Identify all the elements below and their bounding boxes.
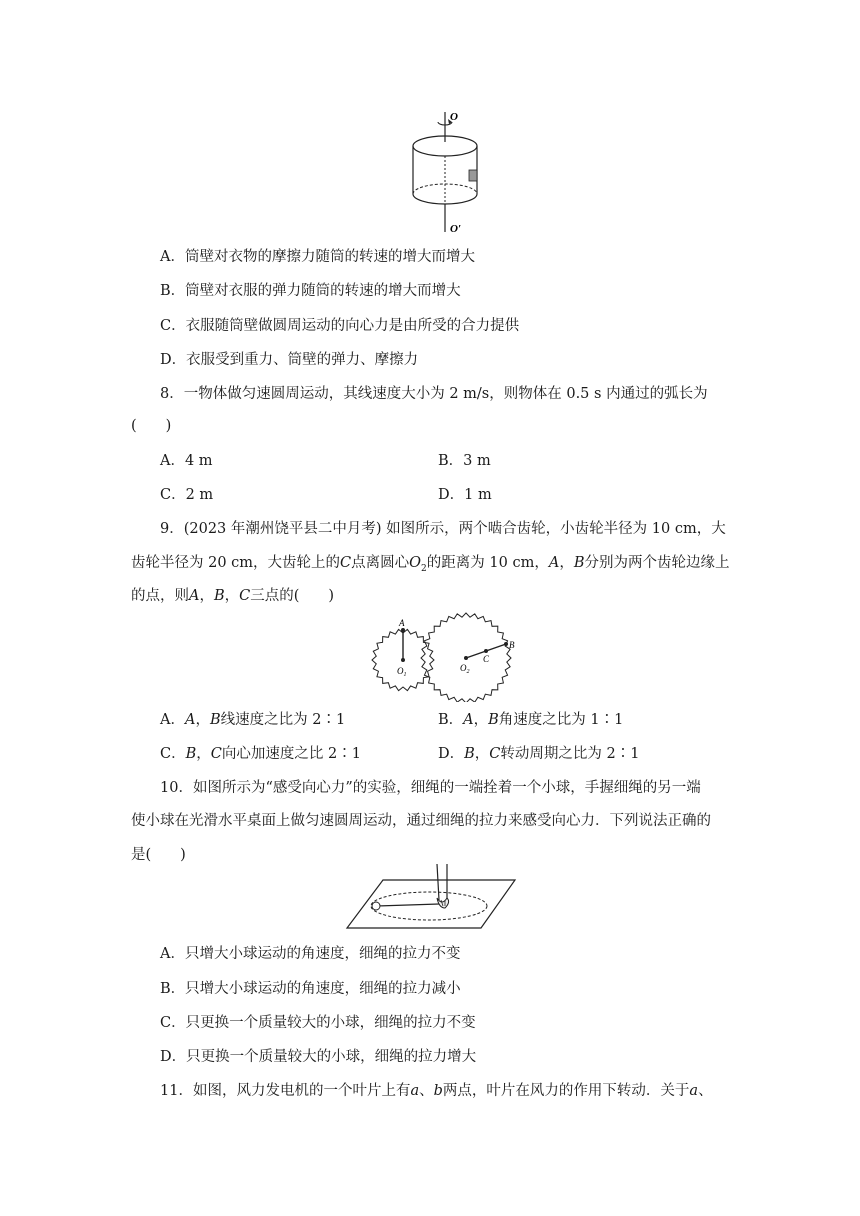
q11-text: 、 bbox=[419, 1083, 434, 1099]
q9-opt-var: A bbox=[184, 712, 196, 728]
q11-text: 11．如图，风力发电机的一个叶片上有 bbox=[160, 1083, 411, 1099]
q11-stem-line1 bbox=[160, 1081, 713, 1101]
cylinder-figure bbox=[400, 108, 500, 238]
q9-option-b bbox=[438, 710, 623, 730]
q10-option-a: A．只增大小球运动的角速度，细绳的拉力不变 bbox=[160, 946, 461, 962]
q9-opt-var: B bbox=[464, 746, 475, 762]
q9-sub: 2 bbox=[421, 563, 427, 574]
point-o1-label bbox=[397, 666, 407, 678]
q7-option-c: C．衣服随筒壁做圆周运动的向心力是由所受的合力提供 bbox=[160, 318, 520, 334]
q9-opt-text: A． bbox=[160, 712, 185, 728]
q11-text: 、 bbox=[698, 1083, 713, 1099]
q9-opt-var: B bbox=[185, 746, 197, 762]
q8-option-b: B．3 m bbox=[438, 453, 491, 469]
q9-opt-var: C bbox=[489, 746, 501, 762]
q9-var: O bbox=[409, 555, 422, 571]
point-o2-label bbox=[460, 663, 470, 675]
gears-figure bbox=[368, 610, 528, 702]
q7-option-d: D．衣服受到重力、筒壁的弹力、摩擦力 bbox=[160, 352, 419, 368]
q9-text: 的距离为 10 cm， bbox=[426, 555, 549, 571]
q10-stem-line3: 是( ) bbox=[131, 847, 186, 863]
q9-var: A bbox=[548, 555, 560, 571]
q7-option-b: B．筒壁对衣服的弹力随筒的转速的增大而增大 bbox=[160, 283, 461, 299]
q9-text: 三点的( ) bbox=[250, 588, 335, 604]
q9-var: C bbox=[239, 588, 251, 604]
q10-option-b: B．只增大小球运动的角速度，细绳的拉力减小 bbox=[160, 981, 461, 997]
q9-text: ， bbox=[224, 588, 240, 604]
q9-text: 分别为两个齿轮边缘上 bbox=[584, 555, 730, 571]
axis-label-bottom: O′ bbox=[450, 223, 462, 235]
o2-sub: 2 bbox=[466, 669, 470, 675]
q9-text: ， bbox=[559, 555, 574, 571]
q9-text: ， bbox=[199, 588, 214, 604]
q9-option-a bbox=[160, 710, 345, 730]
q9-opt-var: B bbox=[488, 712, 499, 728]
q9-opt-var: B bbox=[209, 712, 221, 728]
q8-option-a: A．4 m bbox=[160, 453, 213, 469]
q9-opt-text: ， bbox=[196, 746, 211, 762]
q8-option-d: D．1 m bbox=[438, 487, 492, 503]
q11-var: b bbox=[433, 1083, 443, 1099]
q9-option-c bbox=[160, 744, 361, 764]
q9-stem-line1: 9．(2023 年潮州饶平县二中月考) 如图所示，两个啮合齿轮，小齿轮半径为 10 cm，大 bbox=[160, 521, 726, 537]
q8-option-c: C．2 m bbox=[160, 487, 214, 503]
q11-var: a bbox=[410, 1083, 420, 1099]
q9-var: B bbox=[213, 588, 225, 604]
q9-text: 点离圆心 bbox=[351, 555, 410, 571]
q9-opt-text: C． bbox=[160, 746, 186, 762]
table-ball-figure bbox=[343, 862, 519, 934]
o2-letter: O bbox=[460, 663, 467, 673]
q9-opt-text: 线速度之比为 2∶1 bbox=[220, 712, 346, 728]
q8-stem-line1: 8．一物体做匀速圆周运动，其线速度大小为 2 m/s，则物体在 0.5 s 内通过的弧长为 bbox=[160, 386, 708, 402]
q10-stem-line2: 使小球在光滑水平桌面上做匀速圆周运动，通过细绳的拉力来感受向心力．下列说法正确的 bbox=[131, 813, 711, 829]
q9-opt-text: ， bbox=[473, 712, 489, 728]
q9-stem-line2 bbox=[131, 553, 729, 579]
q9-opt-text: 转动周期之比为 2∶1 bbox=[500, 746, 640, 762]
q9-opt-text: D． bbox=[438, 746, 465, 762]
q9-var: B bbox=[573, 555, 585, 571]
axis-label-top: O bbox=[450, 111, 458, 123]
point-a-label: A bbox=[399, 618, 405, 628]
q9-opt-var: C bbox=[210, 746, 222, 762]
o1-letter: O bbox=[397, 666, 404, 676]
o1-sub: 1 bbox=[403, 672, 407, 678]
q11-text: 两点，叶片在风力的作用下转动．关于 bbox=[442, 1083, 690, 1099]
q7-option-a: A．筒壁对衣物的摩擦力随筒的转速的增大而增大 bbox=[160, 249, 475, 265]
q9-stem-line3 bbox=[131, 586, 334, 606]
q8-stem-line2: ( ) bbox=[131, 418, 172, 434]
q9-var: A bbox=[189, 588, 200, 604]
q10-stem-line1: 10．如图所示为“感受向心力”的实验，细绳的一端拴着一个小球，手握细绳的另一端 bbox=[160, 780, 701, 796]
q9-opt-text: ， bbox=[474, 746, 490, 762]
q9-opt-var: A bbox=[463, 712, 474, 728]
q9-opt-text: 角速度之比为 1∶1 bbox=[498, 712, 624, 728]
q9-text: 的点，则 bbox=[131, 588, 189, 604]
q10-option-c: C．只更换一个质量较大的小球，细绳的拉力不变 bbox=[160, 1015, 476, 1031]
q9-opt-text: ， bbox=[195, 712, 210, 728]
point-c-label: C bbox=[483, 654, 490, 664]
q11-var: a bbox=[689, 1083, 699, 1099]
q9-opt-text: B． bbox=[438, 712, 464, 728]
point-b-label: B bbox=[509, 640, 515, 650]
q9-opt-text: 向心加速度之比 2∶1 bbox=[221, 746, 361, 762]
q9-option-d bbox=[438, 744, 639, 764]
q10-option-d: D．只更换一个质量较大的小球，细绳的拉力增大 bbox=[160, 1049, 477, 1065]
q9-var: C bbox=[340, 555, 352, 571]
q9-text: 齿轮半径为 20 cm，大齿轮上的 bbox=[131, 555, 341, 571]
